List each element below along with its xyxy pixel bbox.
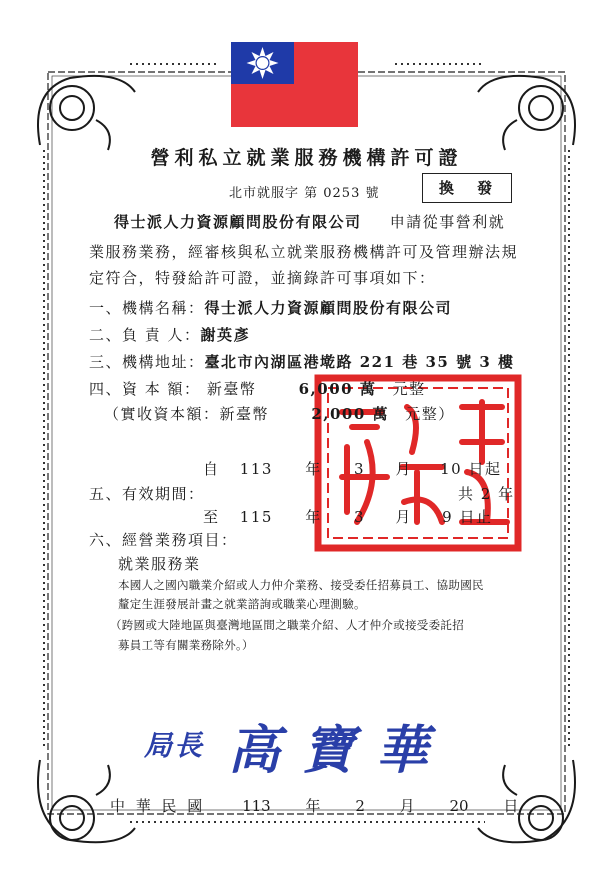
item-paid-unit: 元整） (405, 405, 455, 423)
signature-name: 高寶華 (228, 720, 451, 781)
item-person-label: 二、負 責 人： (89, 326, 201, 344)
valid-total-term: 共 2 年 (458, 485, 515, 503)
issue-date-month-char: 月 (399, 797, 415, 815)
valid-to-day: 9 (442, 508, 454, 526)
valid-from-month-char: 月 (395, 460, 412, 478)
issue-date-day-char: 日 (503, 797, 519, 815)
document-number: 北市就服字 第 0253 號 (229, 186, 380, 201)
item-person-value: 謝英彥 (200, 326, 251, 344)
valid-from-prefix: 自 (203, 460, 220, 478)
valid-to-month: 3 (354, 508, 366, 526)
item-address-label: 三、機構地址： (89, 353, 205, 371)
signature-title: 局長 (144, 729, 205, 762)
issue-date-year-char: 年 (305, 797, 321, 815)
scope-note-3: （跨國或大陸地區與臺灣地區間之職業介紹、人才仲介或接受委託招 (110, 618, 464, 632)
valid-label: 五、有效期間： (89, 485, 205, 503)
director-signature (144, 708, 464, 798)
corner-ornament-top-right (478, 76, 575, 150)
scope-label: 六、經營業務項目： (89, 531, 238, 549)
valid-to-suffix: 日止 (459, 508, 493, 526)
valid-from-day: 10 (440, 460, 463, 478)
certificate-title: 營利私立就業服務機構許可證 (150, 147, 463, 169)
valid-from (203, 457, 502, 481)
scope-note-4: 募員工等有關業務除外。） (118, 638, 254, 652)
reissue-stamp: 換 發 (422, 173, 512, 203)
item-person (89, 323, 250, 347)
item-address (89, 350, 514, 374)
issue-date-year: 113 (242, 797, 271, 815)
item-capital-currency: 新臺幣 (206, 380, 257, 398)
valid-to-prefix: 至 (203, 508, 220, 526)
item-address-value: 臺北市內湖區港墘路 221 巷 35 號 3 樓 (204, 353, 515, 371)
valid-to-year: 115 (239, 508, 273, 526)
intro-line-1 (114, 210, 505, 234)
item-paid-capital (104, 402, 455, 426)
valid-from-month: 3 (354, 460, 366, 478)
valid-from-year-char: 年 (305, 460, 322, 478)
issue-date-month: 2 (355, 797, 365, 815)
item-name-value: 得士派人力資源顧問股份有限公司 (204, 299, 453, 317)
item-name-label: 一、機構名稱： (89, 299, 205, 317)
item-paid-currency: 新臺幣 (219, 405, 270, 423)
scope-value: 就業服務業 (118, 555, 201, 573)
corner-ornament-top-left (38, 76, 135, 150)
scope-note-2: 釐定生涯發展計畫之就業諮詢或職業心理測驗。 (118, 597, 366, 611)
item-paid-amount: 2,000 萬 (311, 405, 390, 423)
issue-date-day: 20 (449, 797, 469, 815)
item-paid-label: （實收資本額： (104, 405, 220, 423)
item-capital-unit: 元整 (392, 380, 426, 398)
item-capital-label: 四、資 本 額： (89, 380, 201, 398)
valid-to-year-char: 年 (305, 508, 322, 526)
item-name (89, 296, 452, 320)
scope-note-1: 本國人之國內職業介紹或人力仲介業務、接受委任招募員工、協助國民 (118, 578, 484, 592)
issue-date (110, 795, 518, 816)
valid-from-year: 113 (239, 460, 273, 478)
issue-date-era: 中 華 民 國 (110, 797, 206, 815)
item-capital (89, 377, 426, 401)
national-flag-icon (231, 42, 358, 127)
intro-line-1-tail: 申請從事營利就 (389, 213, 506, 231)
valid-to (203, 505, 492, 529)
intro-company: 得士派人力資源顧問股份有限公司 (114, 213, 362, 231)
valid-from-suffix: 日起 (468, 460, 502, 478)
intro-line-3: 定符合，特發給許可證，並摘錄許可事項如下： (89, 269, 436, 287)
intro-line-2: 業服務業務，經審核與私立就業服務機構許可及管理辦法規 (89, 243, 519, 261)
valid-to-month-char: 月 (395, 508, 412, 526)
item-capital-amount: 6,000 萬 (298, 380, 377, 398)
